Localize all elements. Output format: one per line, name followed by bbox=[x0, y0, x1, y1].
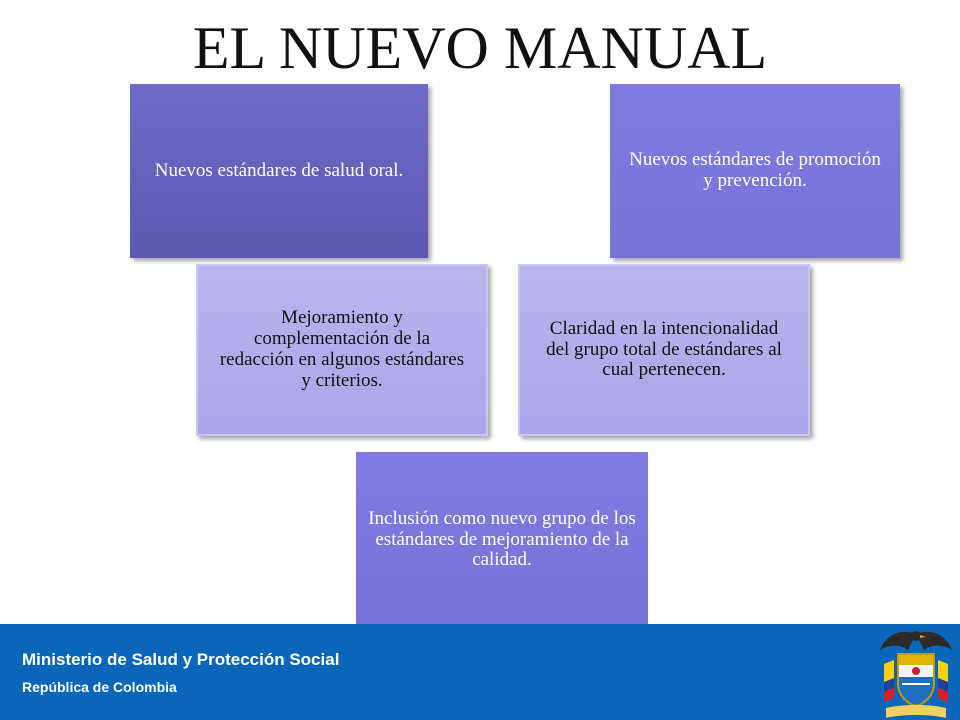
box-claridad-intencionalidad bbox=[518, 264, 810, 436]
box-inclusion-calidad bbox=[356, 452, 648, 628]
box-mejoramiento-redaccion bbox=[196, 264, 488, 436]
republic-name: República de Colombia bbox=[22, 679, 177, 695]
coat-of-arms-icon bbox=[872, 624, 960, 720]
box-salud-oral-text: Nuevos estándares de salud oral. bbox=[154, 159, 404, 181]
box-salud-oral bbox=[130, 84, 428, 258]
box-inclusion-calidad-text: Inclusión como nuevo grupo de los estándares de mejoramiento de la calidad. bbox=[368, 507, 636, 571]
ministry-name: Ministerio de Salud y Protección Social bbox=[22, 650, 340, 669]
slide-title: EL NUEVO MANUAL bbox=[192, 15, 768, 81]
box-mejoramiento-redaccion-text: Mejoramiento y complementación de la redacción en algunos estándares y criterios. bbox=[219, 307, 465, 391]
box-claridad-intencionalidad-text: Claridad en la intencionalidad del grupo total de estándares al cual pertenecen. bbox=[546, 317, 782, 381]
box-promocion-prevencion bbox=[610, 84, 900, 258]
footer-bar bbox=[0, 624, 960, 720]
box-promocion-prevencion-text: Nuevos estándares de promoción y prevención. bbox=[629, 149, 881, 191]
